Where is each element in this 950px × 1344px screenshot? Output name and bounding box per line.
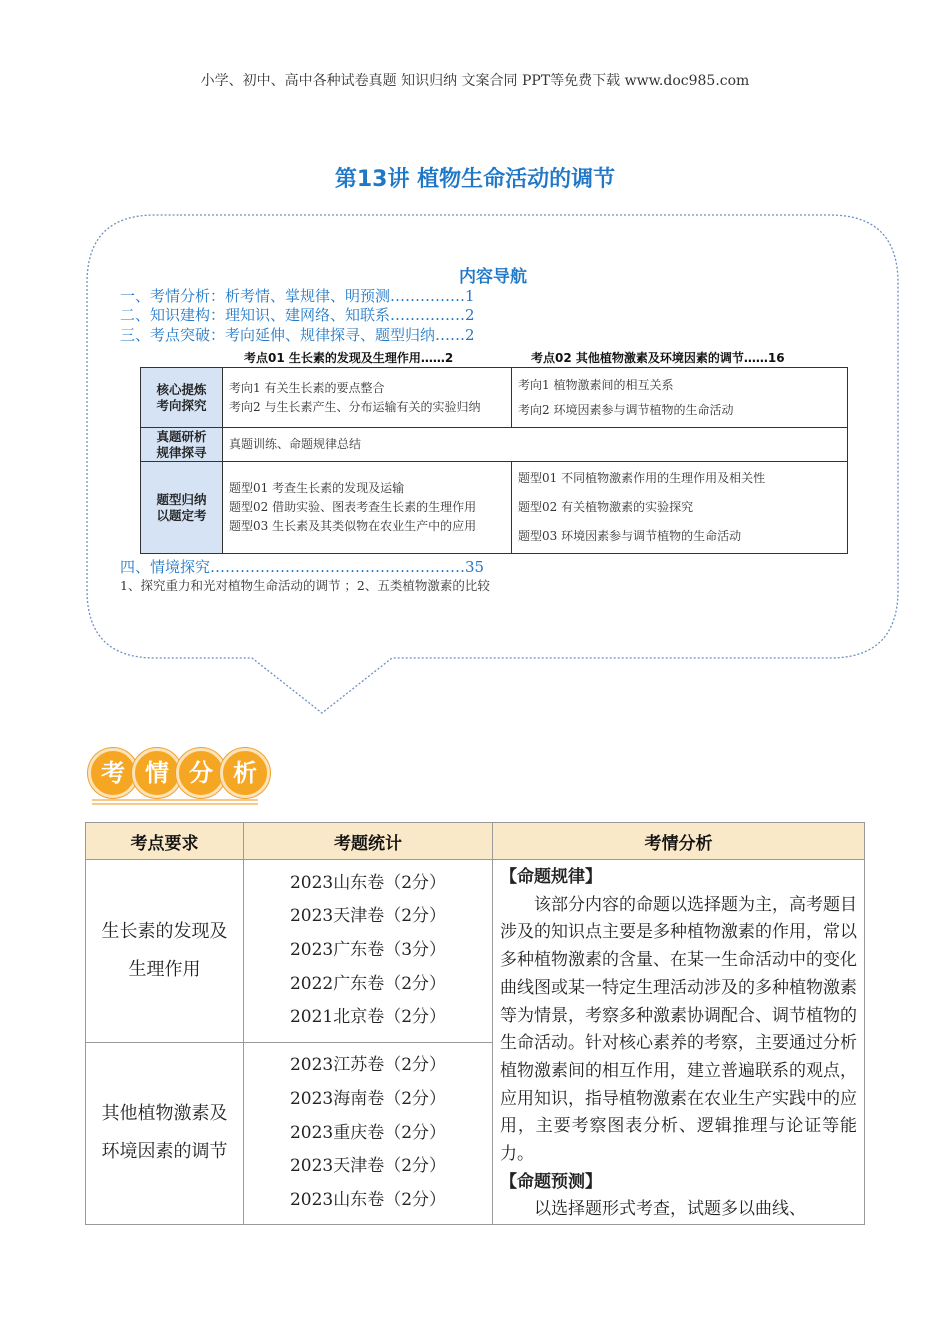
core-left-2[interactable]: 考向2 与生长素产生、分布运输有关的实验归纳 xyxy=(229,399,481,414)
type-left-cell xyxy=(223,462,512,554)
nav-line-breakthrough[interactable]: 三、考点突破：考向延伸、规律探寻、题型归纳……2 xyxy=(120,326,475,344)
header-requirement: 考点要求 xyxy=(86,823,244,860)
badge-char-2: 情 xyxy=(132,748,182,798)
nav-table xyxy=(140,367,848,554)
stat-item: 2023天津卷（2分） xyxy=(289,1156,447,1177)
stat-item: 2023重庆卷（2分） xyxy=(289,1122,447,1143)
section-badge-exam-analysis xyxy=(88,746,268,806)
page-title: 第13讲 植物生命活动的调节 xyxy=(334,167,616,192)
stats-auxin xyxy=(244,860,493,1043)
exam-row-auxin xyxy=(86,860,865,1043)
stat-item: 2023天津卷（2分） xyxy=(289,906,447,927)
type-label: 题型归纳 以题定考 xyxy=(141,462,223,554)
stat-item: 2023山东卷（2分） xyxy=(289,1189,447,1210)
page-header: 小学、初中、高中各种试卷真题 知识归纳 文案合同 PPT等免费下载 www.doc985.com xyxy=(200,73,750,89)
exam-analysis-table xyxy=(85,822,865,1225)
real-label: 真题研析 规律探寻 xyxy=(141,428,223,462)
real-cell xyxy=(223,428,848,462)
core-right-2[interactable]: 考向2 环境因素参与调节植物的生命活动 xyxy=(518,402,734,417)
type-right-1[interactable]: 题型01 不同植物激素作用的生理作用及相关性 xyxy=(518,471,766,485)
stat-item: 2023海南卷（2分） xyxy=(289,1088,447,1109)
core-label: 核心提炼 考向探究 xyxy=(141,368,223,428)
kaodian-2-heading[interactable]: 考点02 其他植物激素及环境因素的调节……16 xyxy=(531,351,785,365)
nav-line-knowledge[interactable]: 二、知识建构：理知识、建网络、知联系……………2 xyxy=(120,306,475,324)
kaodian-1-heading[interactable]: 考点01 生长素的发现及生理作用……2 xyxy=(244,351,454,365)
type-right-2[interactable]: 题型02 有关植物激素的实验探究 xyxy=(518,500,694,514)
nav-line-situation[interactable]: 四、情境探究……………………………………………35 xyxy=(120,558,485,576)
header-analysis: 考情分析 xyxy=(493,823,865,860)
badge-char-4: 析 xyxy=(220,748,270,798)
requirement-other-hormones: 其他植物激素及 环境因素的调节 xyxy=(86,1042,244,1225)
forecast-title: 【命题预测】 xyxy=(500,1171,602,1192)
situation-items: 1、探究重力和光对植物生命活动的调节 ；2、五类植物激素的比较 xyxy=(120,578,490,593)
stats-other-hormones xyxy=(244,1042,493,1225)
badge-char-1: 考 xyxy=(88,748,138,798)
stat-item: 2023广东卷（3分） xyxy=(289,939,447,960)
nav-title: 内容导航 xyxy=(459,267,527,287)
real-text[interactable]: 真题训练、命题规律总结 xyxy=(229,437,362,451)
exam-table-header xyxy=(86,823,865,860)
forecast-text: 以选择题形式考查，试题多以曲线、 xyxy=(534,1199,806,1220)
core-right-cell xyxy=(512,368,848,428)
requirement-auxin: 生长素的发现及 生理作用 xyxy=(86,860,244,1043)
type-right-cell xyxy=(512,462,848,554)
core-right-1[interactable]: 考向1 植物激素间的相互关系 xyxy=(518,377,674,392)
nav-line-analysis[interactable]: 一、考情分析：析考情、掌规律、明预测……………1 xyxy=(120,287,475,305)
rule-title: 【命题规律】 xyxy=(500,867,602,887)
stat-item: 2023江苏卷（2分） xyxy=(289,1055,447,1076)
type-right-3[interactable]: 题型03 环境因素参与调节植物的生命活动 xyxy=(518,529,742,543)
stat-item: 2021北京卷（2分） xyxy=(289,1007,447,1028)
analysis-cell xyxy=(493,860,865,1225)
nav-row-real xyxy=(141,428,848,462)
badge-underline-1 xyxy=(92,799,258,801)
core-left-1[interactable]: 考向1 有关生长素的要点整合 xyxy=(229,380,385,395)
badge-char-3: 分 xyxy=(176,748,226,798)
type-left-2[interactable]: 题型02 借助实验、图表考查生长素的生理作用 xyxy=(229,500,477,514)
core-left-cell xyxy=(223,368,512,428)
nav-row-type xyxy=(141,462,848,554)
type-left-1[interactable]: 题型01 考查生长素的发现及运输 xyxy=(229,481,405,495)
type-left-3[interactable]: 题型03 生长素及其类似物在农业生产中的应用 xyxy=(229,519,477,533)
nav-row-core xyxy=(141,368,848,428)
stat-item: 2022广东卷（2分） xyxy=(289,973,447,994)
rule-text: 该部分内容的命题以选择题为主，高考题目涉及的知识点主要是多种植物激素的作用，常以多种植物激素的含量、在某一生命活动中的变化曲线图或某一特定生理活动涉及的多种植物激素等为情景，考察多种激素协调配合、调节植物的生命活动。针对核心素养的考察，主要通过分析植物激素间的相互作用，建立普遍联系的观点，应用知识，指导植物激素在农业生产实践中的应用，主要考察图表分析、逻辑推理与论证等能力。 xyxy=(500,894,857,1165)
stat-item: 2023山东卷（2分） xyxy=(289,872,447,893)
header-statistics: 考题统计 xyxy=(244,823,493,860)
badge-underline-2 xyxy=(92,803,258,805)
